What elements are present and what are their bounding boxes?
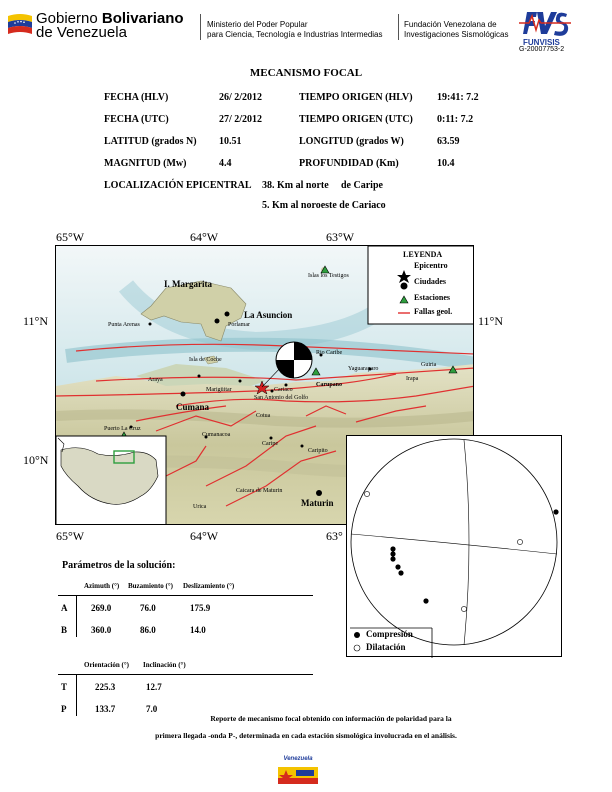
legend-ciudades: Ciudades [414,277,447,286]
beachball-icon [276,342,312,378]
venezuela-flag-icon [6,12,34,36]
map-label-irapa: Irapa [406,376,419,382]
caption-line1: Reporte de mecanismo focal obtenido con información de polaridad para la [210,714,452,723]
legend-epicentro: Epicentro [414,261,448,270]
plane-azimuth: 360.0 [91,625,112,635]
table-rule [76,674,77,716]
map-label-cotua: Cotua [256,413,271,419]
profundidad-label: PROFUNDIDAD (Km) [299,158,399,169]
map-label-cumanacoa: Cumanacoa [202,432,231,438]
map-label-caripe: Caripe [262,441,278,447]
map-label-yaguaraparo: Yaguaraparo [348,366,379,372]
longitud-value: 63.59 [437,136,460,147]
table-rule [58,595,313,596]
legend-title: LEYENDA [403,250,443,259]
lon-label-top: 65°W [56,230,85,244]
fecha-utc-label: FECHA (UTC) [104,114,169,125]
table-rule [58,674,313,675]
map-label-maturin: Maturin [301,498,334,508]
axis-orientacion: 133.7 [95,704,116,714]
localizacion-line1-place: de Caripe [341,180,383,191]
map-label-caripito: Caripito [308,448,328,454]
axis-header-orientacion: Orientación (°) [84,661,129,669]
lat-label-left: 10°N [23,453,49,467]
map-label-isla-coche: Isla de Coche [189,357,222,363]
funvisis-logo-icon [519,8,571,38]
fecha-hlv-value: 26/ 2/2012 [219,92,263,103]
legend-dilatacion: Dilatación [366,642,406,652]
legend-estaciones: Estaciones [414,293,450,302]
plane-azimuth: 269.0 [91,603,112,613]
localizacion-line1: 38. Km al norte [262,180,329,191]
map-label-mariguitar: Marigüitar [206,387,232,393]
axis-id: P [61,704,67,714]
lon-label-bottom: 63° [326,529,343,543]
map-label-margarita: I. Margarita [164,279,212,289]
lon-label-bottom: 65°W [56,529,85,543]
axis-id: T [61,682,68,692]
tiempo-utc-label: TIEMPO ORIGEN (UTC) [299,114,413,125]
gov-name-line1: Gobierno Bolivariano [36,10,184,27]
map-label-testigos: Islas los Testigos [308,273,349,279]
ministry-line2: para Ciencia, Tecnología e Industrias Intermedias [207,30,383,39]
tiempo-hlv-label: TIEMPO ORIGEN (HLV) [299,92,413,103]
ministry-line1: Ministerio del Poder Popular [207,20,308,29]
report-title: MECANISMO FOCAL [249,67,363,79]
map-label-punta-arenas: Punta Arenas [108,322,140,328]
gov-name-line2: de Venezuela [36,24,127,41]
longitud-label: LONGITUD (grados W) [299,136,404,147]
map-label-cumana: Cumana [176,402,210,412]
tiempo-utc-value: 0:11: 7.2 [437,114,474,125]
lon-label-top: 63°W [326,230,355,244]
foundation-line1: Fundación Venezolana de [404,20,497,29]
plane-header-azimuth: Azimuth (°) [84,582,120,590]
map-label-porlamar: Porlamar [228,322,250,328]
axis-header-inclinacion: Inclinación (°) [143,661,186,669]
plane-deslizamiento: 175.9 [190,603,211,613]
lat-label-left: 11°N [23,314,49,328]
map-label-carupano: Carupano [316,382,343,388]
map-label-guiria: Guiria [421,362,437,368]
plane-buzamiento: 86.0 [140,625,156,635]
table-rule [76,595,77,637]
axis-inclinacion: 7.0 [146,704,158,714]
venezuela-logo-text: Venezuela [283,756,313,762]
map-label-caicara: Caicara de Maturin [236,488,283,494]
plane-buzamiento: 76.0 [140,603,156,613]
legend-fallas: Fallas geol. [414,307,453,316]
lat-label-right: 11°N [478,314,504,328]
map-label-cariaco: Cariaco [274,387,293,393]
map-label-urica: Urica [193,504,207,510]
header-divider [200,14,201,40]
lon-label-bottom: 64°W [190,529,219,543]
fecha-utc-value: 27/ 2/2012 [219,114,263,125]
plane-header-buzamiento: Buzamiento (°) [128,582,173,590]
legend-compresion: Compresión [366,629,413,639]
stereonet-drawing [347,436,563,658]
localizacion-label: LOCALIZACIÓN EPICENTRAL [104,180,252,191]
lon-label-top: 64°W [190,230,219,244]
funvisis-label: FUNVISIS [523,38,560,47]
axis-orientacion: 225.3 [95,682,116,692]
latitud-value: 10.51 [219,136,242,147]
plane-header-deslizamiento: Deslizamiento (°) [183,582,235,590]
map-label-rio-caribe: Rio Caribe [316,350,343,356]
foundation-line2: Investigaciones Sismológicas [404,30,509,39]
axis-inclinacion: 12.7 [146,682,162,692]
header-divider [398,14,399,40]
magnitud-value: 4.4 [219,158,232,169]
caption-line2: primera llegada -onda P-, determinada en cada estación sismológica involucrada en el análisis. [155,731,457,740]
map-label-asuncion: La Asuncion [244,310,293,320]
map-label-araya: Araya [148,377,163,383]
focal-stereonet [346,435,562,657]
localizacion-line2: 5. Km al noroeste de Cariaco [262,200,386,211]
plane-id: A [61,603,68,613]
magnitud-label: MAGNITUD (Mw) [104,158,187,169]
latitud-label: LATITUD (grados N) [104,136,197,147]
plane-id: B [61,625,68,635]
map-label-puerto-la-cruz: Puerto La Cruz [104,426,141,432]
map-label-san-antonio: San Antonio del Golfo [254,395,309,401]
plane-deslizamiento: 14.0 [190,625,206,635]
solution-title: Parámetros de la solución: [62,560,176,571]
profundidad-value: 10.4 [437,158,455,169]
rif-number: G-20007753-2 [519,46,565,53]
fecha-hlv-label: FECHA (HLV) [104,92,169,103]
tiempo-hlv-value: 19:41: 7.2 [437,92,479,103]
